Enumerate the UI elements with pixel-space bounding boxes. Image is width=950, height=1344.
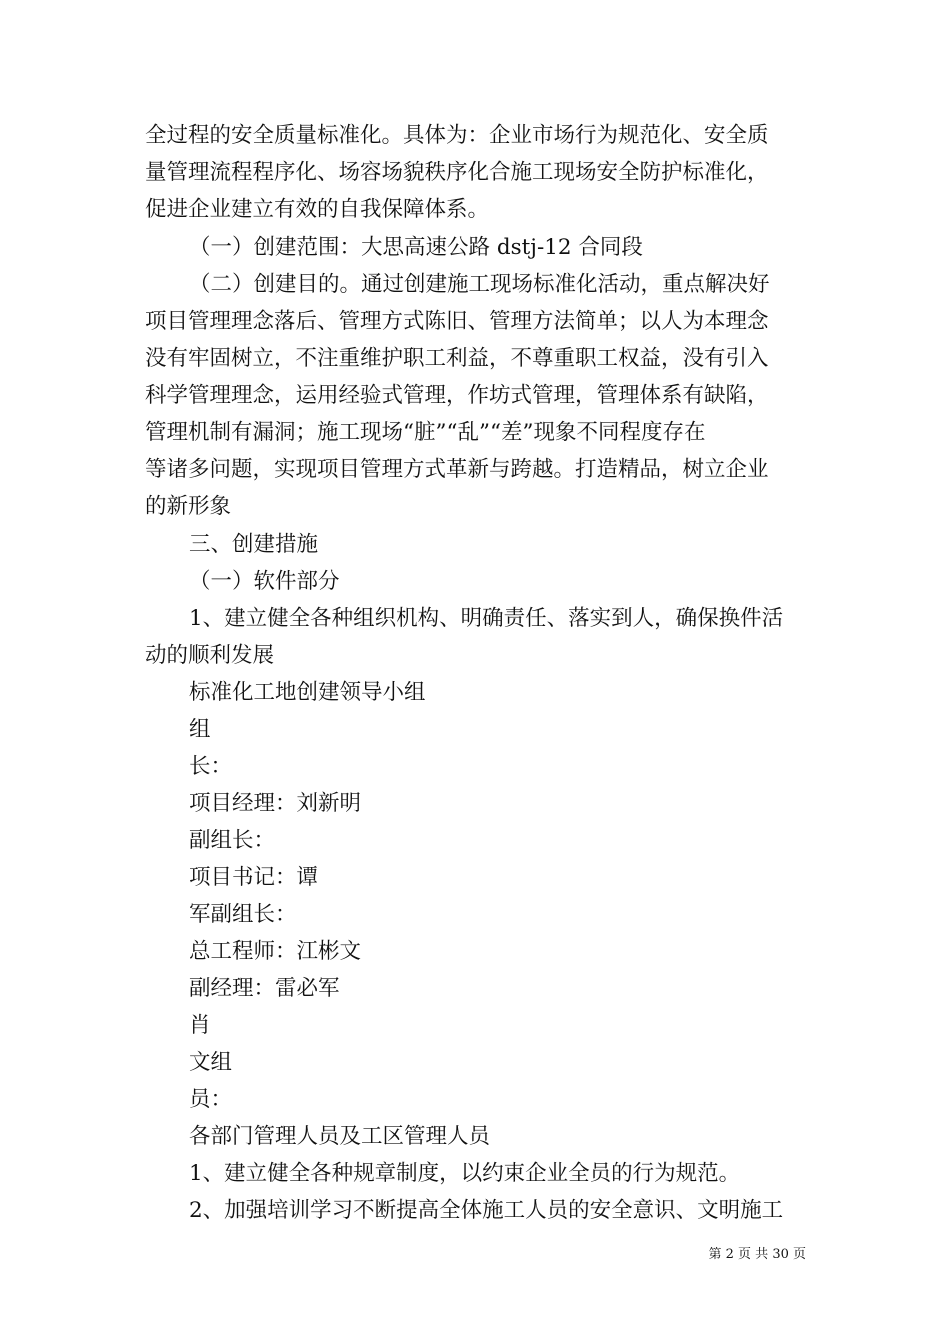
text-line: 1、建立健全各种规章制度，以约束企业全员的行为规范。 <box>189 1161 741 1186</box>
text-line: 促进企业建立有效的自我保障体系。 <box>145 197 490 222</box>
text-line: 各部门管理人员及工区管理人员 <box>189 1124 491 1149</box>
text-line: 肖 <box>189 1013 211 1038</box>
text-line: 项目书记：谭 <box>189 865 319 890</box>
text-line: 2、加强培训学习不断提高全体施工人员的安全意识、文明施工 <box>189 1198 784 1223</box>
text-line: 项目管理理念落后、管理方式陈旧、管理方法简单；以人为本理念 <box>145 309 769 334</box>
text-line: 副经理：雷必军 <box>189 976 340 1001</box>
text-line: 的新形象 <box>145 494 232 519</box>
text-line: 标准化工地创建领导小组 <box>189 680 426 705</box>
text-line: 1、建立健全各种组织机构、明确责任、落实到人，确保换件活 <box>189 606 784 631</box>
text-line: （二）创建目的。通过创建施工现场标准化活动，重点解决好 <box>189 272 770 297</box>
text-line: 文组 <box>189 1050 233 1075</box>
page-number-footer: 第 2 页 共 30 页 <box>708 1247 806 1262</box>
text-line: （一）创建范围：大思高速公路 dstj-12 合同段 <box>189 235 643 260</box>
text-line: 科学管理理念，运用经验式管理，作坊式管理，管理体系有缺陷， <box>145 383 769 408</box>
text-line: 等诸多问题，实现项目管理方式革新与跨越。打造精品，树立企业 <box>145 457 769 482</box>
text-line: 管理机制有漏洞；施工现场“脏”“乱”“差”现象不同程度存在 <box>145 420 706 445</box>
text-line: 员： <box>189 1087 233 1112</box>
section-heading: 三、创建措施 <box>189 532 319 557</box>
subsection-heading: （一）软件部分 <box>189 569 340 594</box>
text-line: 军副组长： <box>189 902 297 927</box>
text-line: 组 <box>189 717 211 742</box>
text-line: 总工程师：江彬文 <box>189 939 362 964</box>
text-line: 全过程的安全质量标准化。具体为：企业市场行为规范化、安全质 <box>145 123 769 148</box>
text-line: 长： <box>189 754 233 779</box>
text-line: 副组长： <box>189 828 276 853</box>
text-line: 项目经理：刘新明 <box>189 791 362 816</box>
text-line: 量管理流程程序化、场容场貌秩序化合施工现场安全防护标准化， <box>145 160 769 185</box>
text-line: 动的顺利发展 <box>145 643 275 668</box>
text-line: 没有牢固树立，不注重维护职工利益，不尊重职工权益，没有引入 <box>145 346 769 371</box>
